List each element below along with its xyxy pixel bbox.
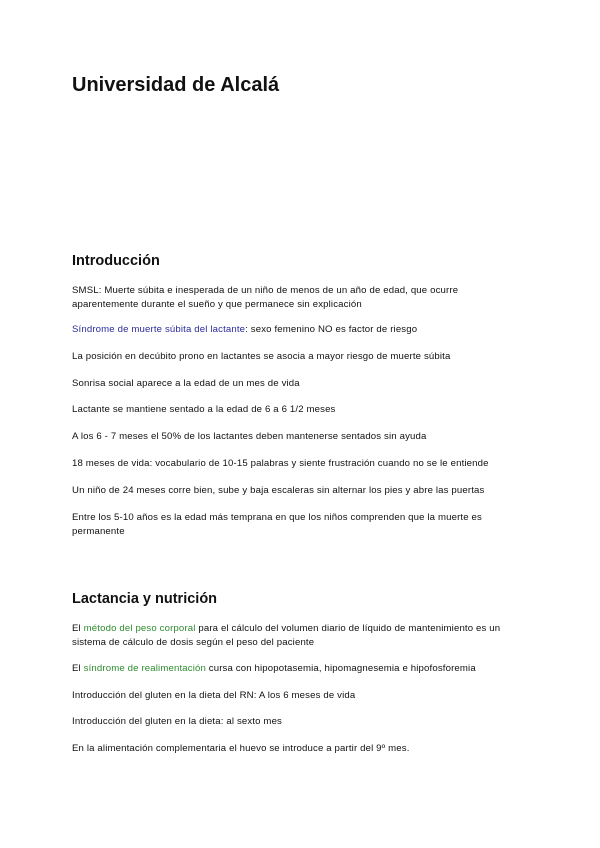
section-heading-lactancia: Lactancia y nutrición bbox=[72, 591, 218, 607]
paragraph bbox=[72, 323, 522, 337]
highlighted-term: síndrome de realimentación bbox=[83, 663, 206, 674]
paragraph-text: El bbox=[72, 623, 84, 634]
paragraph: Introducción del gluten en la dieta: al sexto mes bbox=[72, 716, 283, 727]
paragraph: Introducción del gluten en la dieta del RN: A los 6 meses de vida bbox=[72, 690, 356, 701]
paragraph: A los 6 - 7 meses el 50% de los lactantes deben mantenerse sentados sin ayuda bbox=[72, 431, 427, 442]
paragraph: SMSL: Muerte súbita e inesperada de un niño de menos de un año de edad, que ocurre aparentemente durante el sueño y que permanece sin explicación bbox=[72, 285, 459, 310]
paragraph: Un niño de 24 meses corre bien, sube y baja escaleras sin alternar los pies y abre las puertas bbox=[72, 485, 485, 496]
paragraph: Lactante se mantiene sentado a la edad de 6 a 6 1/2 meses bbox=[72, 404, 336, 415]
paragraph-text: : sexo femenino NO es factor de riesgo bbox=[245, 324, 418, 335]
paragraph-text: El bbox=[72, 663, 84, 674]
highlighted-term: Síndrome de muerte súbita del lactante bbox=[72, 324, 246, 335]
paragraph: Entre los 5-10 años es la edad más temprana en que los niños comprenden que la muerte es permanente bbox=[72, 512, 482, 537]
paragraph: En la alimentación complementaria el huevo se introduce a partir del 9º mes. bbox=[72, 743, 410, 754]
paragraph-text: cursa con hipopotasemia, hipomagnesemia e hipofosforemia bbox=[205, 663, 476, 674]
paragraph-text: para el cálculo del volumen diario de líquido de mantenimiento es un sistema de cálculo de dosis según el peso del paciente bbox=[72, 623, 501, 648]
paragraph bbox=[72, 662, 522, 676]
document-title: Universidad de Alcalá bbox=[72, 74, 280, 96]
paragraph bbox=[72, 622, 532, 649]
highlighted-term: método del peso corporal bbox=[83, 623, 196, 634]
paragraph: 18 meses de vida: vocabulario de 10-15 palabras y siente frustración cuando no se le entiende bbox=[72, 458, 489, 469]
paragraph: La posición en decúbito prono en lactantes se asocia a mayor riesgo de muerte súbita bbox=[72, 351, 451, 362]
paragraph: Sonrisa social aparece a la edad de un mes de vida bbox=[72, 378, 300, 389]
section-heading-introduccion: Introducción bbox=[72, 253, 160, 269]
